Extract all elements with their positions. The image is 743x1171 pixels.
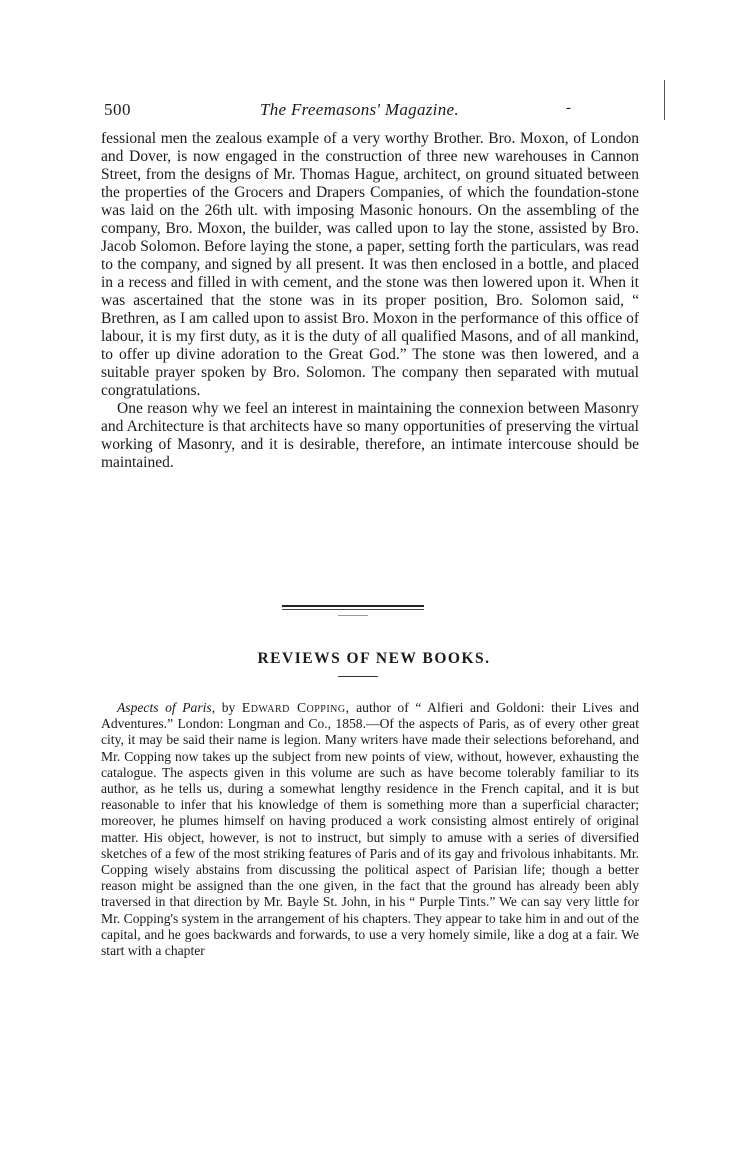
separator-thick-line <box>282 605 424 607</box>
review-body: author of “ Alfieri and Goldoni: their Lives and Adventures.” London: Longman and Co., 1858.—Of the aspects of Paris, as of every other great city, it may be said their name is legion. Many writers have made their selections beforehand, and Mr. Copping now takes up the subject from new points of view, without, however, exhausting the catalogue. The aspects given in this volume are such as have become tolerably familiar to its author, as he tells us, during a somewhat lengthy residence in the French capital, and it is but reasonable to infer that his knowledge of them is something more than a superficial character; moreover, he plumes himself on having produced a work consisting almost entirely of original matter. His object, however, is not to instruct, but simply to amuse with a series of diversified sketches of a few of the most striking features of Paris and of its gay and frivolous inhabitants. Mr. Copping wisely abstains from discussing the political aspect of Parisian life; though a better reason might be assigned than the one given, in the fact that the ground has already been ably traversed in that direction by Mr. Bayle St. John, in his “ Purple Tints.” We can say very little for Mr. Copping's system in the arrangement of his chapters. They appear to take him in and out of the capital, and he goes backwards and forwards, to use a very homely simile, like a dog at a fair. We start with a chapter <box>101 700 640 959</box>
page-number: 500 <box>104 100 131 119</box>
running-header <box>104 100 644 126</box>
header-dash: - <box>566 100 571 116</box>
article-paragraph-1: fessional men the zealous example of a very worthy Brother. Bro. Moxon, of London and Dover, is now engaged in the construction of three new warehouses in Cannon Street, from the designs of Mr. Thomas Hague, architect, on ground situated between the properties of the Grocers and Drapers Companies, of which the foundation-stone was laid on the 26th ult. with imposing Masonic honours. On the assembling of the company, Bro. Moxon, the builder, was called upon to lay the stone, assisted by Bro. Jacob Solomon. Before laying the stone, a paper, setting forth the particulars, was read to the company, and signed by all present. It was then enclosed in a bottle, and placed in a recess and filled in with cement, and the stone was then lowered upon it. When it was ascertained that the stone was in its proper position, Bro. Solomon said, “ Brethren, as I am called upon to assist Bro. Moxon in the performance of this office of labour, it is my first duty, as it is the duty of all qualified Masons, and of all mankind, to offer up divine adoration to the Great God.” The stone was then lowered, and a suitable prayer spoken by Bro. Solomon. The company then separated with mutual congratulations. <box>101 130 639 399</box>
review-by: by <box>215 700 242 715</box>
section-separator <box>282 605 424 617</box>
article-body <box>101 130 639 472</box>
separator-short-line <box>338 615 368 616</box>
book-author: Edward Copping, <box>241 700 350 715</box>
review-paragraph <box>101 700 639 959</box>
running-title: The Freemasons' Magazine. <box>260 100 459 119</box>
margin-rule <box>664 80 665 120</box>
article-paragraph-2: One reason why we feel an interest in maintaining the connexion between Masonry and Architecture is that architects have so many opportunities of preserving the virtual working of Masonry, and it is desirable, therefore, an intimate intercouse should be maintained. <box>101 400 639 471</box>
heading-rule <box>338 676 378 677</box>
section-heading: REVIEWS OF NEW BOOKS. <box>257 650 491 667</box>
book-title: Aspects of Paris, <box>117 700 216 715</box>
separator-thin-line <box>282 609 424 610</box>
